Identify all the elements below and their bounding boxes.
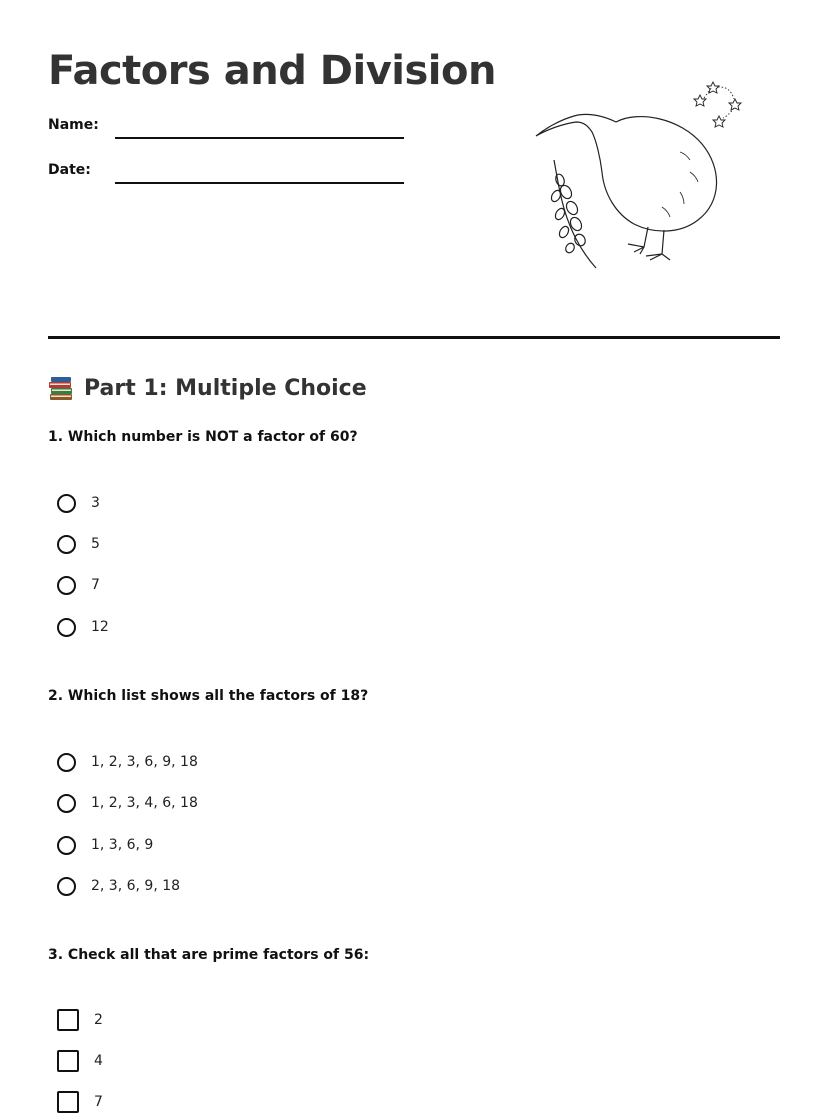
q1-option[interactable] (57, 614, 109, 640)
radio-button[interactable] (57, 877, 76, 896)
q1-option[interactable] (57, 572, 100, 598)
q3-option[interactable] (57, 1089, 103, 1115)
option-label: 4 (94, 1053, 103, 1069)
q1-option[interactable] (57, 531, 100, 557)
section-divider (48, 336, 780, 339)
checkbox[interactable] (57, 1009, 79, 1031)
option-label: 7 (91, 577, 100, 593)
radio-button[interactable] (57, 794, 76, 813)
question-3: 3. Check all that are prime factors of 56: (48, 947, 370, 963)
q1-option[interactable] (57, 490, 100, 516)
name-label: Name: (48, 117, 99, 133)
radio-button[interactable] (57, 494, 76, 513)
date-field-row (48, 162, 408, 192)
date-field[interactable] (115, 182, 404, 184)
q2-option[interactable] (57, 873, 180, 899)
option-label: 3 (91, 495, 100, 511)
name-field[interactable] (115, 137, 404, 139)
question-1: 1. Which number is NOT a factor of 60? (48, 429, 358, 445)
radio-button[interactable] (57, 576, 76, 595)
option-label: 5 (91, 536, 100, 552)
radio-button[interactable] (57, 535, 76, 554)
section-heading-text: Part 1: Multiple Choice (84, 376, 367, 401)
section-heading (48, 372, 367, 406)
checkbox[interactable] (57, 1050, 79, 1072)
option-label: 2 (94, 1012, 103, 1028)
radio-button[interactable] (57, 753, 76, 772)
kiwi-bird-illustration (530, 72, 750, 277)
date-label: Date: (48, 162, 91, 178)
option-label: 2, 3, 6, 9, 18 (91, 878, 181, 894)
q2-option[interactable] (57, 790, 198, 816)
radio-button[interactable] (57, 618, 76, 637)
page-title: Factors and Division (48, 48, 496, 94)
q2-option[interactable] (57, 832, 153, 858)
option-label: 1, 3, 6, 9 (91, 837, 154, 853)
star-constellation-icon (694, 82, 741, 127)
checkbox[interactable] (57, 1091, 79, 1113)
q3-option[interactable] (57, 1048, 103, 1074)
q3-option[interactable] (57, 1007, 103, 1033)
option-label: 1, 2, 3, 4, 6, 18 (91, 795, 198, 811)
fern-icon (550, 160, 596, 268)
name-field-row (48, 117, 408, 147)
option-label: 12 (91, 619, 109, 635)
option-label: 7 (94, 1094, 103, 1110)
question-2: 2. Which list shows all the factors of 18? (48, 688, 369, 704)
option-label: 1, 2, 3, 6, 9, 18 (91, 754, 198, 770)
books-icon (48, 376, 74, 402)
radio-button[interactable] (57, 836, 76, 855)
q2-option[interactable] (57, 749, 198, 775)
